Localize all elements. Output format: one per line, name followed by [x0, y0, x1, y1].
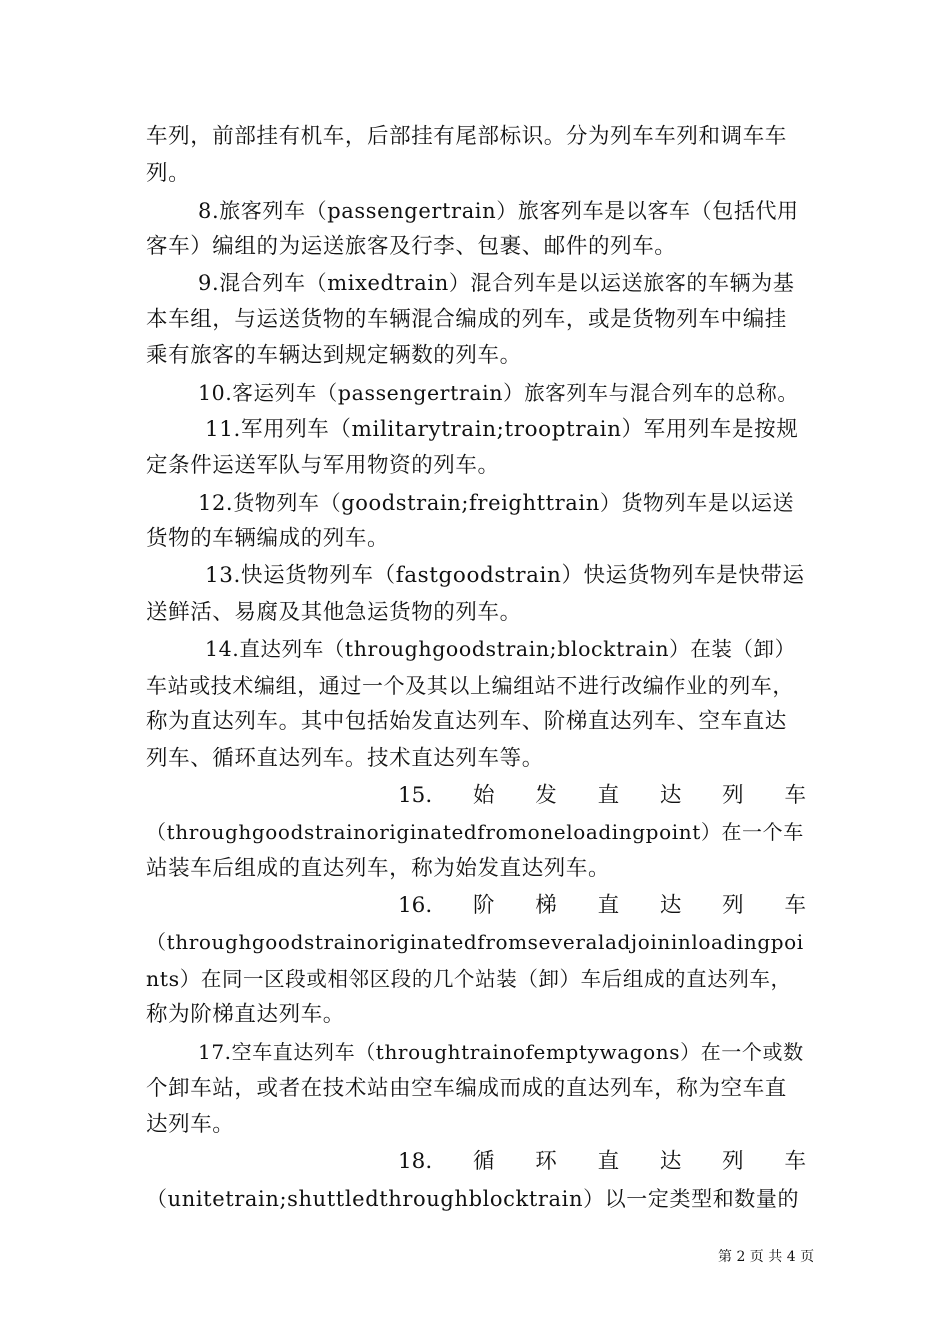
text-line: 达列车。 — [146, 1112, 235, 1137]
paragraph-12: 12.货物列车（goodstrain;freighttrain）货物列车是以运送 — [198, 491, 795, 515]
paragraph-18-heading — [398, 1147, 806, 1177]
heading-char: 列 — [722, 893, 744, 918]
heading-char: 15. — [398, 783, 433, 808]
heading-char: 循 — [472, 1149, 495, 1174]
heading-char: 列 — [722, 1149, 744, 1174]
heading-char: 18. — [398, 1149, 433, 1174]
paragraph-16-heading — [398, 891, 806, 921]
text-line: （throughgoodstrainoriginatedfromoneloadingpoint）在一个车 — [146, 820, 804, 844]
heading-char: 直 — [597, 893, 620, 918]
heading-char: 达 — [659, 783, 682, 808]
text-line: 货物的车辆编成的列车。 — [146, 526, 390, 551]
heading-char: 列 — [722, 783, 744, 808]
paragraph-8: 8.旅客列车（passengertrain）旅客列车是以客车（包括代用 — [198, 199, 799, 223]
text-line: 列车、循环直达列车。技术直达列车等。 — [146, 746, 544, 771]
text-line: 站装车后组成的直达列车，称为始发直达列车。 — [146, 856, 611, 881]
text-line: 车列，前部挂有机车，后部挂有尾部标识。分为列车车列和调车车 — [146, 124, 787, 149]
text-line: 客车）编组的为运送旅客及行李、包裹、邮件的列车。 — [146, 234, 677, 259]
heading-char: 直 — [597, 783, 620, 808]
heading-char: 始 — [472, 783, 495, 808]
text-line: 称为阶梯直达列车。 — [146, 1002, 345, 1027]
heading-char: 车 — [784, 1149, 806, 1174]
text-line: 乘有旅客的车辆达到规定辆数的列车。 — [146, 343, 522, 368]
heading-char: 达 — [659, 1149, 682, 1174]
page-footer: 第 2 页 共 4 页 — [718, 1249, 815, 1265]
heading-char: 达 — [659, 893, 682, 918]
heading-char: 车 — [784, 893, 806, 918]
heading-char: 阶 — [472, 893, 495, 918]
paragraph-15-heading — [398, 781, 806, 811]
paragraph-13: 13.快运货物列车（fastgoodstrain）快运货物列车是快带运 — [205, 563, 805, 588]
heading-char: 直 — [597, 1149, 620, 1174]
text-line: （throughgoodstrainoriginatedfromseveraladjoininloadingpoi — [146, 930, 804, 954]
heading-char: 梯 — [535, 893, 557, 918]
paragraph-9: 9.混合列车（mixedtrain）混合列车是以运送旅客的车辆为基 — [198, 271, 795, 295]
text-line: 本车组，与运送货物的车辆混合编成的列车，或是货物列车中编挂 — [146, 307, 787, 332]
text-line: 定条件运送军队与军用物资的列车。 — [146, 453, 500, 478]
paragraph-11: 11.军用列车（militarytrain;trooptrain）军用列车是按规 — [205, 417, 799, 442]
heading-char: 16. — [398, 893, 433, 918]
heading-char: 环 — [535, 1149, 557, 1174]
paragraph-17: 17.空车直达列车（throughtrainofemptywagons）在一个或数 — [198, 1040, 804, 1064]
text-line: nts）在同一区段或相邻区段的几个站装（卸）车后组成的直达列车， — [146, 967, 792, 991]
text-line: 个卸车站，或者在技术站由空车编成而成的直达列车，称为空车直 — [146, 1076, 787, 1101]
heading-char: 车 — [784, 783, 806, 808]
text-line: 列。 — [146, 161, 191, 186]
text-line: 车站或技术编组，通过一个及其以上编组站不进行改编作业的列车， — [146, 674, 794, 698]
heading-char: 发 — [535, 783, 557, 808]
paragraph-10: 10.客运列车（passengertrain）旅客列车与混合列车的总称。 — [198, 381, 799, 405]
paragraph-14: 14.直达列车（throughgoodstrain;blocktrain）在装（卸） — [205, 637, 796, 661]
text-line: 称为直达列车。其中包括始发直达列车、阶梯直达列车、空车直达 — [146, 709, 787, 734]
text-line: 送鲜活、易腐及其他急运货物的列车。 — [146, 600, 522, 625]
text-line: （unitetrain;shuttledthroughblocktrain）以一定类型和数量的 — [146, 1187, 800, 1211]
